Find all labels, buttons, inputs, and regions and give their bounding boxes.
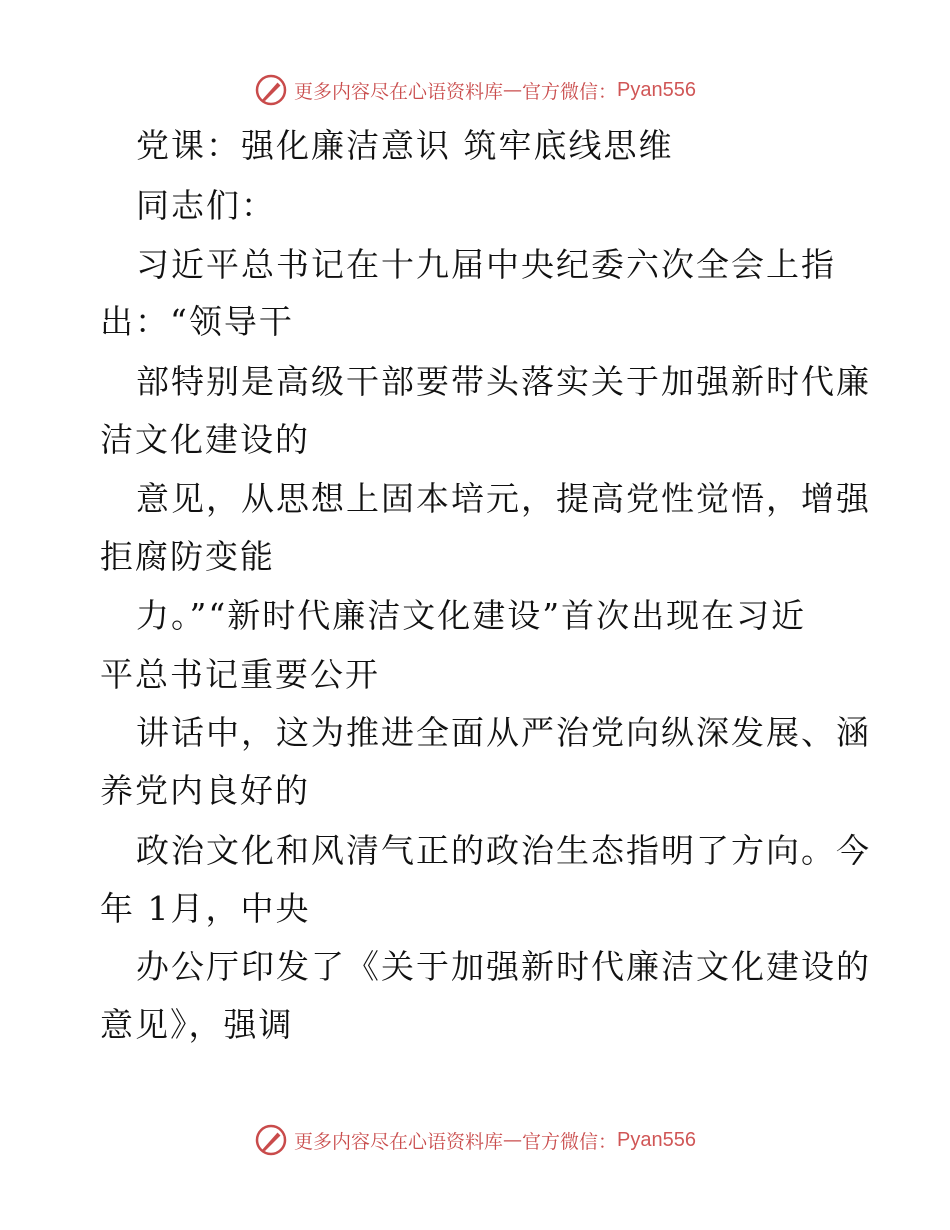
paragraph-line: 洁文化建设的 [100,420,310,459]
header-banner [0,70,950,110]
paragraph-line: 讲话中，这为推进全面从严治党向纵深发展、涵 [136,713,871,752]
banner-wechat-id: Pyan556 [617,1128,696,1151]
banner-wechat-label: 官方微信： [522,1130,618,1153]
banner-dash: — [503,79,523,101]
banner-dash: — [503,1129,523,1151]
document-title: 党课：强化廉洁意识 筑牢底线思维 [136,126,674,165]
paragraph-line: 政治文化和风清气正的政治生态指明了方向。今 [136,831,871,870]
quill-logo-icon [254,73,288,107]
paragraph-line: 意见》，强调 [100,1005,294,1044]
banner-wechat-id: Pyan556 [617,78,696,101]
paragraph-line: 养党内良好的 [100,771,310,810]
paragraph-line: 年 1月，中央 [100,889,311,928]
paragraph-line: 拒腐防变能 [100,537,275,576]
quill-logo-icon [254,1123,288,1157]
salutation: 同志们： [136,186,276,225]
banner-site-text: 更多内容尽在心语资料库 [294,1130,504,1153]
paragraph-line: 平总书记重要公开 [100,655,380,694]
paragraph-line: 意见，从思想上固本培元，提高党性觉悟，增强 [136,479,871,518]
paragraph-line: 部特别是高级干部要带头落实关于加强新时代廉 [136,362,871,401]
paragraph-line: 力。”“新时代廉洁文化建设”首次出现在习近 [136,596,807,635]
banner-wechat-label: 官方微信： [522,80,618,103]
paragraph-line: 办公厅印发了《关于加强新时代廉洁文化建设的 [136,947,871,986]
paragraph-line: 习近平总书记在十九届中央纪委六次全会上指 [136,245,836,284]
footer-banner [0,1120,950,1160]
paragraph-line: 出：“领导干 [100,302,294,341]
banner-site-text: 更多内容尽在心语资料库 [294,80,504,103]
